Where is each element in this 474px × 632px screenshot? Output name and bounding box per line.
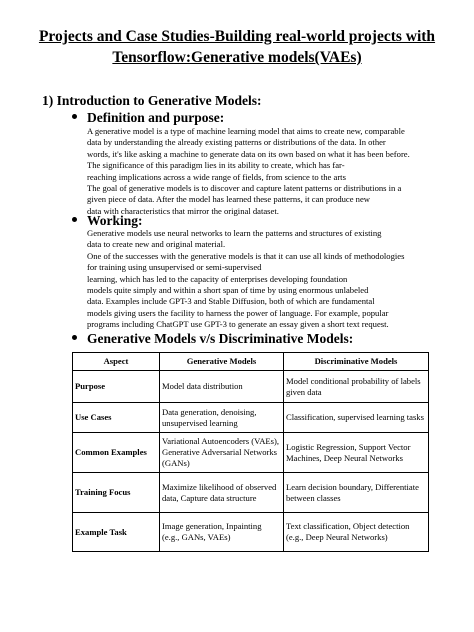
bullet-icon	[72, 114, 77, 119]
working-line: data. Examples include GPT-3 and Stable Diffusion, both of which are fundamental	[87, 296, 375, 307]
definition-paragraph	[87, 126, 447, 217]
column-header-discriminative: Discriminative Models	[284, 353, 429, 371]
generative-cell: Data generation, denoising, unsupervised learning	[160, 403, 284, 433]
definition-line: data by understanding the already existing patterns or distributions of the data. In other	[87, 137, 386, 148]
working-line: One of the successes with the generative models is that it can use all kinds of methodologies	[87, 250, 405, 261]
discriminative-cell: Model conditional probability of labels given data	[284, 371, 429, 403]
bullet-icon	[72, 217, 77, 222]
page-title: Projects and Case Studies-Building real-world projects with Tensorflow:Generative models(VAEs)	[38, 28, 436, 66]
comparison-heading: Generative Models v/s Discriminative Models:	[87, 331, 354, 346]
working-line: data to create new and original material.	[87, 239, 226, 250]
working-line: programs including ChatGPT use GPT-3 to generate an essay given a short text request.	[87, 319, 389, 330]
working-line: models giving users the facility to harness the power of language. For example, popular	[87, 307, 389, 318]
discriminative-cell: Logistic Regression, Support Vector Machines, Deep Neural Networks	[284, 433, 429, 473]
definition-line: data with characteristics that mirror the original dataset.	[87, 205, 279, 216]
definition-line: reaching implications across a wide range of fields, from science to the arts	[87, 171, 346, 182]
definition-heading-item	[72, 110, 224, 126]
column-header-generative: Generative Models	[160, 353, 284, 371]
aspect-cell: Example Task	[73, 513, 160, 552]
bullet-icon	[72, 335, 77, 340]
discriminative-cell: Classification, supervised learning tasks	[284, 403, 429, 433]
definition-line: words, it's like asking a machine to generate data on its own based on what it has been before.	[87, 148, 410, 159]
aspect-cell: Use Cases	[73, 403, 160, 433]
working-line: learning, which has led to the capacity of enterprises developing foundation	[87, 273, 348, 284]
column-header-aspect: Aspect	[73, 353, 160, 371]
table-header-row	[73, 353, 429, 371]
definition-line: The goal of generative models is to discover and capture latent patterns or distributions in a	[87, 183, 402, 194]
table-row	[73, 433, 429, 473]
generative-cell: Maximize likelihood of observed data, Capture data structure	[160, 473, 284, 513]
discriminative-cell: Learn decision boundary, Differentiate between classes	[284, 473, 429, 513]
definition-heading: Definition and purpose:	[87, 110, 225, 125]
table-row	[73, 513, 429, 552]
generative-cell: Image generation, Inpainting (e.g., GANs, VAEs)	[160, 513, 284, 552]
section-heading: 1) Introduction to Generative Models:	[42, 93, 262, 108]
table-row	[73, 473, 429, 513]
working-paragraph	[87, 228, 447, 331]
comparison-table	[72, 352, 429, 552]
comparison-heading-item	[72, 331, 353, 347]
generative-cell: Variational Autoencoders (VAEs), Generative Adversarial Networks (GANs)	[160, 433, 284, 473]
definition-line: A generative model is a type of machine learning model that aims to create new, comparable	[87, 126, 405, 136]
table-row	[73, 371, 429, 403]
definition-line: given piece of data. After the model has learned these patterns, it can produce new	[87, 194, 371, 205]
working-line: Generative models use neural networks to learn the patterns and structures of existing	[87, 228, 382, 238]
aspect-cell: Training Focus	[73, 473, 160, 513]
aspect-cell: Purpose	[73, 371, 160, 403]
working-heading: Working:	[87, 213, 143, 228]
discriminative-cell: Text classification, Object detection (e.g., Deep Neural Networks)	[284, 513, 429, 552]
table-row	[73, 403, 429, 433]
working-line: models quite simply and within a short span of time by using enormous unlabeled	[87, 285, 369, 296]
definition-line: The significance of this paradigm lies in its ability to create, which has far-	[87, 160, 345, 171]
working-heading-item	[72, 213, 143, 229]
working-line: for training using unsupervised or semi-supervised	[87, 262, 262, 273]
generative-cell: Model data distribution	[160, 371, 284, 403]
aspect-cell: Common Examples	[73, 433, 160, 473]
